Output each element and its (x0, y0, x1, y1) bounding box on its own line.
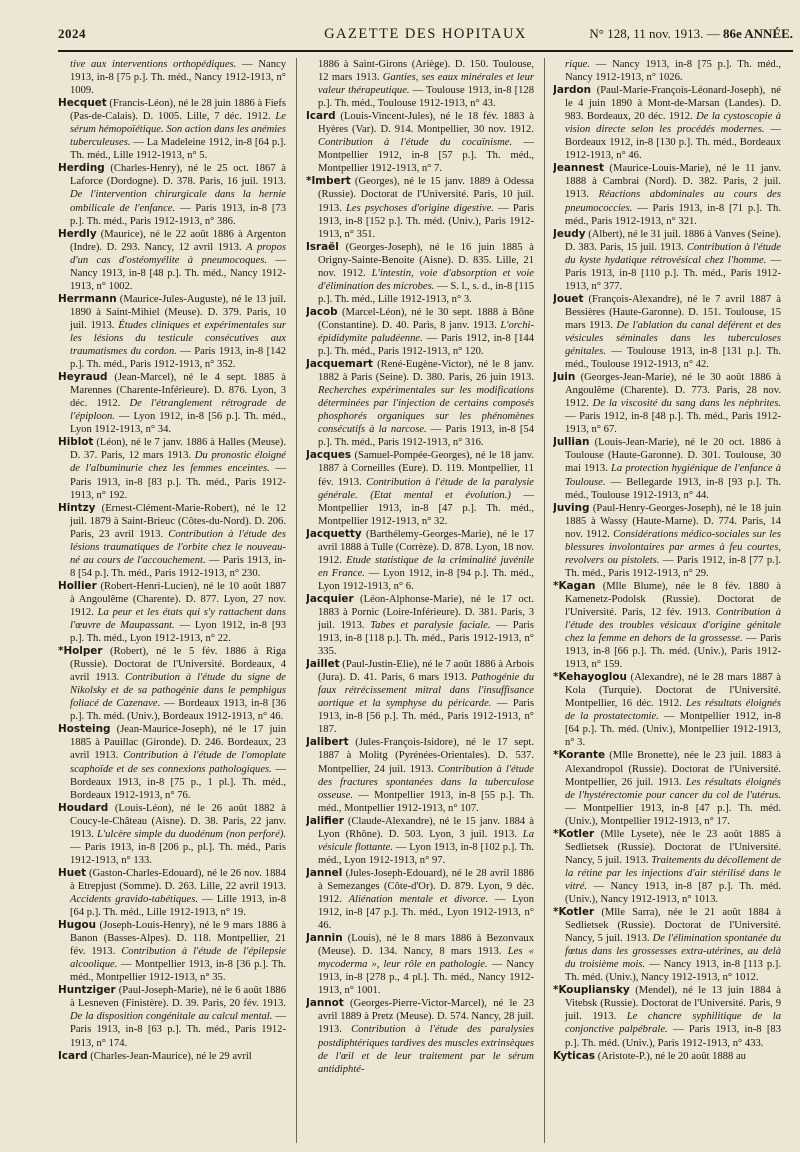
thesis-entry (553, 293, 781, 371)
thesis-entry (306, 528, 534, 593)
entry-details: (Robert), né le 5 fév. 1886 à Riga (Russie). Doctorat de l'Université. Bordeaux, 4 avril 1913. (70, 646, 286, 684)
publication-info: — Lyon 1913, in-8 [102 p.]. Th. méd., Lyon 1912-1913, n° 97. (318, 841, 534, 866)
thesis-title: Contribution à l'étude des lésions traumatiques de l'orbite chez le nouveau-né au cours de l'accouchement. (70, 528, 286, 566)
thesis-title: De l'étranglement rétrograde de l'épiploon. (70, 398, 286, 423)
thesis-title: Accidents gravido-tabétiques. (70, 894, 198, 905)
entry-details: (Paul-Marie-François-Léonard-Joseph), né le 4 juin 1890 à Mont-de-Marsan (Landes). D. 983. Bordeaux, 20 déc. 1912. (565, 85, 781, 123)
thesis-entry (553, 371, 781, 436)
author-name: Kyticas (553, 1049, 596, 1062)
entry-details: (Aristote-P.), né le 20 août 1888 au (595, 1050, 746, 1062)
thesis-entry (58, 97, 286, 162)
thesis-title: De la cystoscopie à vision directe selon les procédés modernes. (565, 111, 781, 136)
entry-details: (Francis-Léon), né le 28 juin 1886 à Fiefs (Pas-de-Calais). D. 1005. Lille, 7 déc. 1912. (70, 98, 286, 123)
thesis-entry (58, 580, 286, 645)
foreign-marker: * (553, 984, 559, 997)
entry-details: (Louis-Vincent-Jules), né le 18 fév. 1883 à Hyères (Var). D. 914. Montpellier, 30 nov. 1912. (318, 111, 534, 136)
foreign-marker: * (58, 645, 64, 658)
publication-info: — Lyon 1912, in-8 [56 p.]. Th. méd., Lyon 1912-1913, n° 34. (70, 411, 286, 436)
thesis-title: Ganties, ses eaux minérales et leur valeur thérapeutique. (318, 72, 534, 97)
foreign-marker: * (553, 749, 559, 762)
thesis-entry (58, 984, 286, 1049)
publication-info: — Lyon 1912, in-8 [94 p.]. Th. méd., Lyon 1912-1913, n° 6. (318, 567, 534, 592)
thesis-title: Le chancre syphilitique de la conjonctive palpébrale. (565, 1011, 781, 1036)
page-number: 2024 (58, 26, 86, 41)
entry-details: (Robert-Henri-Lucien), né le 10 août 1887 à Angoulême (Charente). D. 877. Lyon, 27 nov. 1912. (70, 580, 286, 618)
publication-info: — S. l., s. d., in-8 [115 p.]. Th. méd., Lille 1912-1913, n° 3. (318, 280, 534, 305)
author-name: Jaillet (306, 658, 340, 671)
publication-info: — Toulouse 1913, in-8 [128 p.]. Th. méd., Toulouse 1912-1913, n° 43. (318, 85, 534, 110)
entry-details: (Marcel-Léon), né le 30 sept. 1888 à Bône (Constantine). D. 40. Paris, 8 janv. 1913. (318, 306, 534, 331)
author-name: Herding (58, 162, 105, 175)
entry-details: (Mlle Bronette), née le 23 juil. 1883 à Alexandropol (Russie). Doctorat de l'Université. Montpellier, 26 juil. 1913. (565, 750, 781, 788)
thesis-entry (553, 749, 781, 827)
thesis-title: Du pronostic éloigné de l'albuminurie chez les femmes enceintes. (70, 450, 286, 475)
publication-info: — Lille 1913, in-8 [64 p.]. Th. méd., Lille 1912-1913, n° 19. (70, 894, 286, 919)
thesis-entry (306, 932, 534, 997)
entry-details: (Paul-Justin-Elie), né le 7 août 1886 à Arbois (Jura). D. 41. Paris, 6 mars 1913. (318, 659, 534, 684)
entry-details: (Joseph-Louis-Henry), né le 9 mars 1886 à Banon (Basses-Alpes). D. 118. Montpellier, 21 fév. 1913. (70, 920, 286, 958)
publication-info: — Nancy 1913, in-8 [48 p.]. Th. méd., Nancy 1912-1913, n° 1002. (70, 254, 286, 292)
foreign-marker: * (553, 671, 559, 684)
entry-details: (Louis-Léon), né le 26 août 1882 à Coucy-le-Château (Aisne). D. 38. Paris, 22 janv. 1913. (70, 802, 286, 840)
thesis-title: Les résultats éloignés de l'hystérectomie pour cancer du col de l'utérus. (565, 776, 781, 801)
thesis-entry (58, 867, 286, 919)
entry-details: (Mlle Blume), née le 8 fév. 1880 à Kamenetz-Podolsk (Russie). Doctorat de l'Université. Paris, 12 fév. 1913. (565, 580, 781, 618)
entry-details: (Maurice), né le 22 août 1886 à Argenton (Indre). D. 293. Nancy, 12 avril 1913. (70, 228, 286, 253)
column-2 (306, 58, 534, 1148)
entry-details: (Ernest-Clément-Marie-Robert), né le 12 juil. 1879 à Saint-Brieuc (Côtes-du-Nord). D. 206. Paris, 23 avril 1913. (70, 502, 286, 540)
thesis-entry (58, 502, 286, 580)
thesis-entry (306, 867, 534, 932)
entry-details: (Gaston-Charles-Edouard), né le 26 nov. 1884 à Etrepjust (Somme). D. 263. Lille, 22 avril 1913. (70, 867, 286, 892)
entry-details: (Louis), né le 8 mars 1886 à Bezonvaux (Meuse). D. 134. Nancy, 8 mars 1913. (318, 933, 534, 958)
thesis-title: Etude statistique de la criminalité juvénile en France. (318, 554, 534, 579)
entry-details: (Alexandre), né le 28 mars 1887 à Kola (Turquie). Doctorat de l'Université. Montpellier, 16 déc. 1912. (565, 672, 781, 710)
author-name: Jannin (306, 932, 343, 945)
publication-info: — Paris 1913, in-8 [66 p.]. Th. méd. (Univ.), Paris 1912-1913, n° 159. (565, 633, 781, 671)
publication-info: — Nancy 1913, in-8 [75 p.]. Th. méd., Nancy 1912-1913, n° 1009. (70, 59, 286, 97)
thesis-entry (58, 228, 286, 293)
author-name: Jannel (306, 866, 343, 879)
entry-details: (Léon), né le 7 janv. 1886 à Halles (Meuse). D. 37. Paris, 12 mars 1913. (70, 437, 286, 462)
thesis-entry (553, 580, 781, 671)
author-name: Kagan (558, 579, 596, 592)
thesis-title: La protection hygiénique de l'enfance à Toulouse. (565, 463, 781, 488)
author-name: Jeudy (553, 227, 586, 240)
publication-info: — Paris 1912, in-8 [77 p.]. Th. méd., Paris 1912-1913, n° 29. (565, 554, 781, 579)
thesis-entry (306, 175, 534, 240)
thesis-title: Recherches expérimentales sur les modifications déterminées par l'injection de certains composés phosphorés organiques sur les phénomènes consécutifs à la narcose. (318, 385, 534, 436)
entry-details: (Léon-Alphonse-Marie), né le 17 oct. 1883 à Pornic (Loire-Inférieure). D. 381. Paris, 3 juil. 1913. (318, 593, 534, 632)
entry-details: (Mendel), né le 13 juin 1884 à Vitebsk (Russie). Doctorat de l'Université. Paris, 9 juil. 1913. (565, 985, 781, 1023)
entry-details: (Mlle Sarra), née le 21 août 1884 à Sedlietsek (Russie). Doctorat de l'Université. Nancy, 5 juil. 1913. (565, 907, 781, 945)
thesis-title: Réactions abdominales au cours des pneumococcies. (565, 189, 781, 214)
column-1 (58, 58, 286, 1148)
entry-details: (Barthélemy-Georges-Marie), né le 17 avril 1888 à Tulle (Corrèze). D. 878. Lyon, 18 nov. 1912. (318, 528, 534, 566)
thesis-entry (553, 436, 781, 501)
thesis-title: L'orchi-épididymite paludéenne. (318, 319, 534, 344)
thesis-title: Pathogénie du faux rétrécissement mitral dans l'insuffisance aortique et la symphyse du péricarde. (318, 672, 534, 710)
publication-info: — Paris 1913, in-8 [206 p., pl.]. Th. méd., Paris 1912-1913, n° 133. (70, 841, 286, 866)
thesis-entry (553, 906, 781, 984)
author-name: Jullian (553, 436, 590, 449)
header-rule (58, 50, 793, 52)
thesis-title: L'intestin, voie d'absorption et voie d'élimination des microbes. (318, 267, 534, 292)
author-name: Kotler (558, 827, 595, 840)
thesis-entry (306, 815, 534, 867)
thesis-title: Contribution à l'étude de la paralysie générale. (Etat mental et évolution.) (318, 476, 534, 501)
thesis-title: Contribution à l'étude des paralysies postdiphtériques tardives des muscles extrinsèques de l'œil et de leur traitement par le sérum antidiphté- (318, 1024, 534, 1075)
publication-info: — Toulouse 1913, in-8 [131 p.]. Th. méd., Toulouse 1912-1913, n° 42. (565, 346, 781, 371)
thesis-entry (58, 1050, 286, 1063)
entry-details: (Paul-Joseph-Marie), né le 6 août 1886 à Lesneven (Finistère). D. 39. Paris, 20 fév. 1913. (70, 985, 286, 1010)
thesis-title: Contribution à l'étude du kyste hydatique rétrovésical chez l'homme. (565, 241, 781, 266)
author-name: Koupliansky (558, 984, 630, 997)
thesis-title: De l'ablation du canal déférent et des vésicules séminales dans les tuberculoses génitales. (565, 319, 781, 358)
author-name: Huntziger (58, 984, 116, 997)
thesis-title: Les psychoses d'origine digestive. (345, 202, 494, 214)
thesis-title: Contribution à l'étude de l'omoplate scaphoïde et de ses connexions pathologiques. (70, 750, 286, 775)
publication-info: — Nancy 1913, in-8 [113 p.]. Th. méd. (Univ.), Nancy 1912-1913, n° 1012. (565, 959, 781, 984)
author-name: Hiblot (58, 436, 94, 449)
publication-info: — Lyon 1912, in-8 [47 p.]. Th. méd., Lyon 1912-1913, n° 46. (318, 894, 534, 932)
thesis-title: Contribution à l'étude de l'épilepsie alcoolique. (70, 946, 286, 971)
thesis-title: Contribution à l'étude du cocaïnisme. (318, 137, 513, 149)
column-3 (553, 58, 781, 1148)
author-name: Imbert (311, 175, 351, 188)
publication-info: — Lyon 1912, in-8 [93 p.]. Th. méd., Lyon 1912-1913, n° 22. (70, 620, 286, 645)
thesis-entry (306, 241, 534, 306)
entry-details: (Jean-Marcel), né le 4 sept. 1885 à Marennes (Charente-Inférieure). D. 876. Lyon, 3 déc. 1912. (70, 372, 286, 410)
issue-info (589, 26, 793, 42)
column-divider (296, 58, 297, 1143)
entry-details: (Maurice-Jules-Auguste), né le 13 juil. 1890 à Saint-Mihiel (Meuse). D. 379. Paris, 10 juil. 1913. (70, 293, 286, 331)
foreign-marker: * (553, 579, 559, 592)
thesis-entry (306, 306, 534, 358)
author-name: Hollier (58, 579, 97, 592)
author-name: Kehayoglou (558, 671, 627, 684)
publication-info: — Paris 1913, in-8 [54 p.]. Th. méd., Paris 1912-1913, n° 230. (70, 554, 286, 579)
thesis-entry (553, 228, 781, 293)
thesis-entry (306, 736, 534, 814)
publication-info: — Paris 1913, in-8 [152 p.]. Th. méd. (Univ.), Paris 1912-1913, n° 351. (318, 202, 534, 240)
thesis-entry (306, 997, 534, 1075)
thesis-entry (306, 358, 534, 449)
thesis-entry (553, 984, 781, 1049)
journal-title: GAZETTE DES HOPITAUX (324, 26, 527, 42)
thesis-entry (58, 162, 286, 227)
thesis-title: Le sérum hémopoïétique. Son action dans les anémies tuberculeuses. (70, 111, 286, 149)
author-name: Jacob (306, 305, 338, 318)
entry-details: (Charles-Henry), né le 25 oct. 1867 à Laforce (Dordogne). D. 378. Paris, 16 juil. 1913. (70, 163, 286, 188)
author-name: Hosteing (58, 723, 111, 736)
author-name: Jacquetty (306, 527, 362, 540)
thesis-entry (553, 671, 781, 749)
author-name: Hecquet (58, 97, 107, 110)
entry-details: (Georges-Joseph), né le 16 juin 1885 à Origny-Sainte-Benoite (Aisne). D. 835. Lille, 21 nov. 1912. (318, 241, 534, 279)
thesis-title: La peur et les états qui s'y rattachent dans l'œuvre de Maupassant. (70, 606, 286, 632)
entry-details: (Georges-Jean-Marie), né le 30 août 1886 à Angoulême (Charente). D. 773. Paris, 28 nov. 1912. (565, 372, 781, 410)
entry-continuation (553, 58, 781, 84)
thesis-title: De la disposition congénitale au calcul mental. (70, 1011, 273, 1023)
entry-details: (Albert), né le 31 juil. 1886 à Vanves (Seine). D. 383. Paris, 15 juil. 1913. (565, 228, 781, 253)
author-name: Hugou (58, 919, 97, 932)
author-name: Juving (553, 501, 590, 514)
author-name: Juin (553, 371, 576, 384)
author-name: Korante (558, 749, 605, 762)
thesis-title: Les « mycoderma », leur rôle en pathologie. (318, 946, 534, 971)
thesis-entry (58, 919, 286, 984)
publication-info: — La Madeleine 1912, in-8 [64 p.]. Th. méd., Lille 1912-1913, n° 5. (70, 137, 286, 162)
thesis-entry (306, 449, 534, 527)
publication-info: — Bordeaux 1913, in-8 [75 p., 1 pl.]. Th. méd., Bordeaux 1912-1913, n° 76. (70, 763, 286, 801)
issue-number: N° 128, 11 nov. 1913. — (589, 26, 720, 41)
thesis-title: De la viscosité du sang dans les néphrites. (592, 398, 781, 410)
entry-details: (Mlle Lysete), née le 23 août 1885 à Sedlietsek (Russie). Doctorat de l'Université. Nancy, 5 juil. 1913. (565, 828, 781, 866)
entry-continuation (58, 58, 286, 97)
author-name: Kotler (558, 906, 595, 919)
thesis-title: De l'intervention chirurgicale dans la hernie ombilicale de l'enfance. (70, 189, 286, 214)
thesis-entry (58, 723, 286, 801)
thesis-entry (553, 84, 781, 162)
entry-details: (Paul-Henry-Georges-Joseph), né le 18 juin 1885 à Wassy (Haute-Marne). D. 774. Paris, 14 nov. 1912. (565, 502, 781, 540)
author-name: Jalibert (306, 736, 349, 749)
thesis-entry (306, 658, 534, 736)
thesis-entry (553, 502, 781, 580)
author-name: Jalifier (306, 814, 344, 827)
publication-info: — Paris 1913, in-8 [83 p.]. Th. méd. (Univ.), Paris 1912-1913, n° 433. (565, 1024, 781, 1049)
publication-info: — Montpellier 1913, in-8 [47 p.]. Th. méd. (Univ.), Montpellier 1912-1913, n° 17. (565, 802, 781, 827)
thesis-title: Traitements du décollement de la rétine par les injections d'air stérilisé dans le vitré. (565, 854, 781, 892)
entry-details: 1886 à Saint-Girons (Ariège). D. 150. Toulouse, 12 mars 1913. (318, 59, 534, 84)
entry-details: (Jean-Maurice-Joseph), né le 17 juin 1885 à Pauillac (Gironde). D. 246. Bordeaux, 23 avril 1913. (70, 724, 286, 762)
thesis-entry (58, 371, 286, 436)
entry-details: (Samuel-Pompée-Georges), né le 18 janv. 1887 à Corneilles (Eure). D. 119. Montpellier, 11 fév. 1913. (318, 450, 534, 488)
publication-info: — Nancy 1913, in-8 [278 p., 4 pl.]. Th. méd., Nancy 1912-1913, n° 1001. (318, 959, 534, 997)
publication-info: — Montpellier 1913, in-8 [55 p.]. Th. méd., Montpellier 1912-1913, n° 107. (318, 789, 534, 814)
thesis-title: Études cliniques et expérimentales sur les lésions du testicule consécutives aux traumatismes du cordon. (70, 319, 286, 358)
thesis-title: Aliénation mentale et divorce. (348, 894, 489, 905)
thesis-title: A propos d'un cas d'ostéomyélite à pneumocoques. (70, 241, 286, 266)
publication-info: — Paris 1913, in-8 [71 p.]. Th. méd., Paris 1912-1913, n° 321. (565, 202, 781, 227)
entry-details: (Georges-Pierre-Victor-Marcel), né le 23 avril 1889 à Pretz (Meuse). D. 574. Nancy, 28 juil. 1913. (318, 998, 534, 1036)
publication-info: — Montpellier 1912, in-8 [57 p.]. Th. méd., Montpellier 1912-1913, n° 7. (318, 137, 534, 175)
author-name: Jacques (306, 449, 352, 462)
entry-details: (Louis-Jean-Marie), né le 20 oct. 1886 à Toulouse (Haute-Garonne). D. 301. Toulouse, 30 mai 1913. (565, 437, 781, 475)
thesis-entry (58, 802, 286, 867)
entry-details: (Maurice-Louis-Marie), né le 11 janv. 1888 à Cambrai (Nord). D. 382. Paris, 2 juil. 1913. (565, 163, 781, 201)
foreign-marker: * (553, 906, 559, 919)
author-name: Jannot (306, 997, 344, 1010)
entry-details: (Georges), né le 15 janv. 1889 à Odessa (Russie). Doctorat de l'Université. Paris, 10 juil. 1913. (318, 176, 534, 214)
author-name: Heyraud (58, 371, 108, 384)
thesis-entry (553, 828, 781, 906)
author-name: Hintzy (58, 501, 96, 514)
publication-info: — Paris 1913, in-8 [54 p.]. Th. méd., Paris 1912-1913, n° 316. (318, 424, 534, 449)
running-header (58, 26, 793, 50)
publication-info: — Paris 1913, in-8 [142 p.]. Th. méd., Paris 1912-1913, n° 352. (70, 346, 286, 371)
entry-details: (Charles-Jean-Maurice), né le 29 avril (87, 1050, 252, 1062)
foreign-marker: * (553, 827, 559, 840)
thesis-entry (58, 293, 286, 371)
author-name: Icard (306, 110, 336, 123)
publication-info: — Montpellier 1913, in-8 [36 p.]. Th. méd., Montpellier 1912-1913, n° 35. (70, 959, 286, 984)
entry-details: (Jules-François-Isidore), né le 17 sept. 1887 à Molitg (Pyrénées-Orientales). D. 537. Montpellier, 24 juil. 1913. (318, 737, 534, 775)
thesis-entry (553, 162, 781, 227)
thesis-entry (553, 1050, 781, 1063)
author-name: Jacquemart (306, 358, 373, 371)
publication-info: — Montpellier 1912, in-8 [64 p.]. Th. méd. (Univ.), Montpellier 1912-1913, n° 3. (565, 711, 781, 749)
foreign-marker: * (306, 175, 312, 188)
publication-info: — Paris 1913, in-8 [83 p.]. Th. méd., Paris 1912-1913, n° 192. (70, 463, 286, 501)
publication-info: — Bellegarde 1913, in-8 [93 p.]. Th. méd., Toulouse 1912-1913, n° 44. (565, 476, 781, 501)
thesis-title: De l'élimination spontanée du fœtus dans les grossesses extra-utérines, au delà du troisième mois. (565, 933, 781, 971)
author-name: Israël (306, 240, 339, 253)
publication-info: — Paris 1913, in-8 [110 p.]. Th. méd., Paris 1912-1913, n° 377. (565, 254, 781, 292)
publication-info: — Paris 1912, in-8 [144 p.]. Th. méd., Paris 1912-1913, n° 120. (318, 332, 534, 358)
publication-info: — Paris 1913, in-8 [56 p.]. Th. méd., Paris 1912-1913, n° 187. (318, 698, 534, 736)
thesis-entry (58, 645, 286, 723)
entry-details: (René-Eugène-Victor), né le 8 janv. 1882 à Paris (Seine). D. 380. Paris, 26 juin 1913. (318, 359, 534, 384)
thesis-title: rique. (565, 59, 591, 70)
publication-info: — Paris 1913, in-8 [73 p.]. Th. méd., Paris 1912-1913, n° 386. (70, 202, 286, 227)
author-name: Herdly (58, 227, 97, 240)
author-name: Herrmann (58, 292, 117, 305)
author-name: Jardon (553, 84, 591, 97)
entry-details: (Jules-Joseph-Edouard), né le 28 avril 1886 à Semezanges (Côte-d'Or). D. 879. Lyon, 9 déc. 1912. (318, 867, 534, 905)
thesis-title: tive aux interventions orthopédiques. (70, 59, 237, 70)
author-name: Holper (63, 645, 103, 658)
publication-info: — Nancy 1913, in-8 [87 p.]. Th. méd. (Univ.), Nancy 1912-1913, n° 1013. (565, 880, 781, 905)
year-label: 86e ANNÉE. (722, 26, 793, 41)
thesis-title: Considérations médico-sociales sur les blessures involontaires par armes à feu courtes, revolvers ou pistolets. (565, 528, 781, 566)
author-name: Houdard (58, 801, 109, 814)
publication-info: — Paris 1912, in-8 [48 p.]. Th. méd., Paris 1912-1913, n° 67. (565, 411, 781, 436)
thesis-title: Contribution à l'étude des fractures spontanées dans la tuberculose osseuse. (318, 763, 534, 801)
publication-info: — Nancy 1913, in-8 [75 p.]. Th. méd., Nancy 1912-1913, n° 1026. (565, 59, 781, 84)
thesis-entry (306, 110, 534, 175)
entry-details: (François-Alexandre), né le 7 avril 1887 à Bessières (Haute-Garonne). D. 151. Toulouse, 15 mars 1913. (565, 293, 781, 331)
author-name: Huet (58, 866, 87, 879)
thesis-entry (58, 436, 286, 501)
thesis-entry (306, 593, 534, 658)
thesis-title: La vésicule flottante. (318, 828, 534, 853)
column-divider (544, 58, 545, 1143)
author-name: Jacquier (306, 592, 354, 605)
thesis-title: Tabes et paralysie faciale. (370, 620, 491, 632)
thesis-title: Contribution à l'étude des troubles vésicaux d'origine génitale chez la femme en dehors de la grossesse. (565, 606, 781, 645)
thesis-title: Contribution à l'étude du signe de Nikolsky et de sa pathogénie dans le pemphigus foliacé de Cazenave. (70, 672, 286, 710)
publication-info: — Paris 1913, in-8 [118 p.]. Th. méd., Paris 1912-1913, n° 335. (318, 620, 534, 658)
author-name: Jeannest (553, 162, 604, 175)
publication-info: — Montpellier 1913, in-8 [47 p.]. Th. méd., Montpellier 1912-1913, n° 32. (318, 489, 534, 527)
author-name: Icard (58, 1049, 88, 1062)
thesis-title: Les résultats éloignés de la prostatectomie. (565, 698, 781, 723)
publication-info: — Paris 1913, in-8 [63 p.]. Th. méd., Paris 1912-1913, n° 174. (70, 1011, 286, 1049)
publication-info: — Bordeaux 1912, in-8 [130 p.]. Th. méd., Bordeaux 1912-1913, n° 46. (565, 124, 781, 162)
thesis-title: L'ulcère simple du duodénum (non perforé). (96, 828, 286, 840)
entry-continuation (306, 58, 534, 110)
publication-info: — Bordeaux 1913, in-8 [36 p.]. Th. méd. (Univ.), Bordeaux 1912-1913, n° 46. (70, 698, 286, 723)
entry-details: (Claude-Alexandre), né le 15 janv. 1884 à Lyon (Rhône). D. 503. Lyon, 3 juil. 1913. (318, 815, 534, 840)
author-name: Jouet (553, 292, 584, 305)
